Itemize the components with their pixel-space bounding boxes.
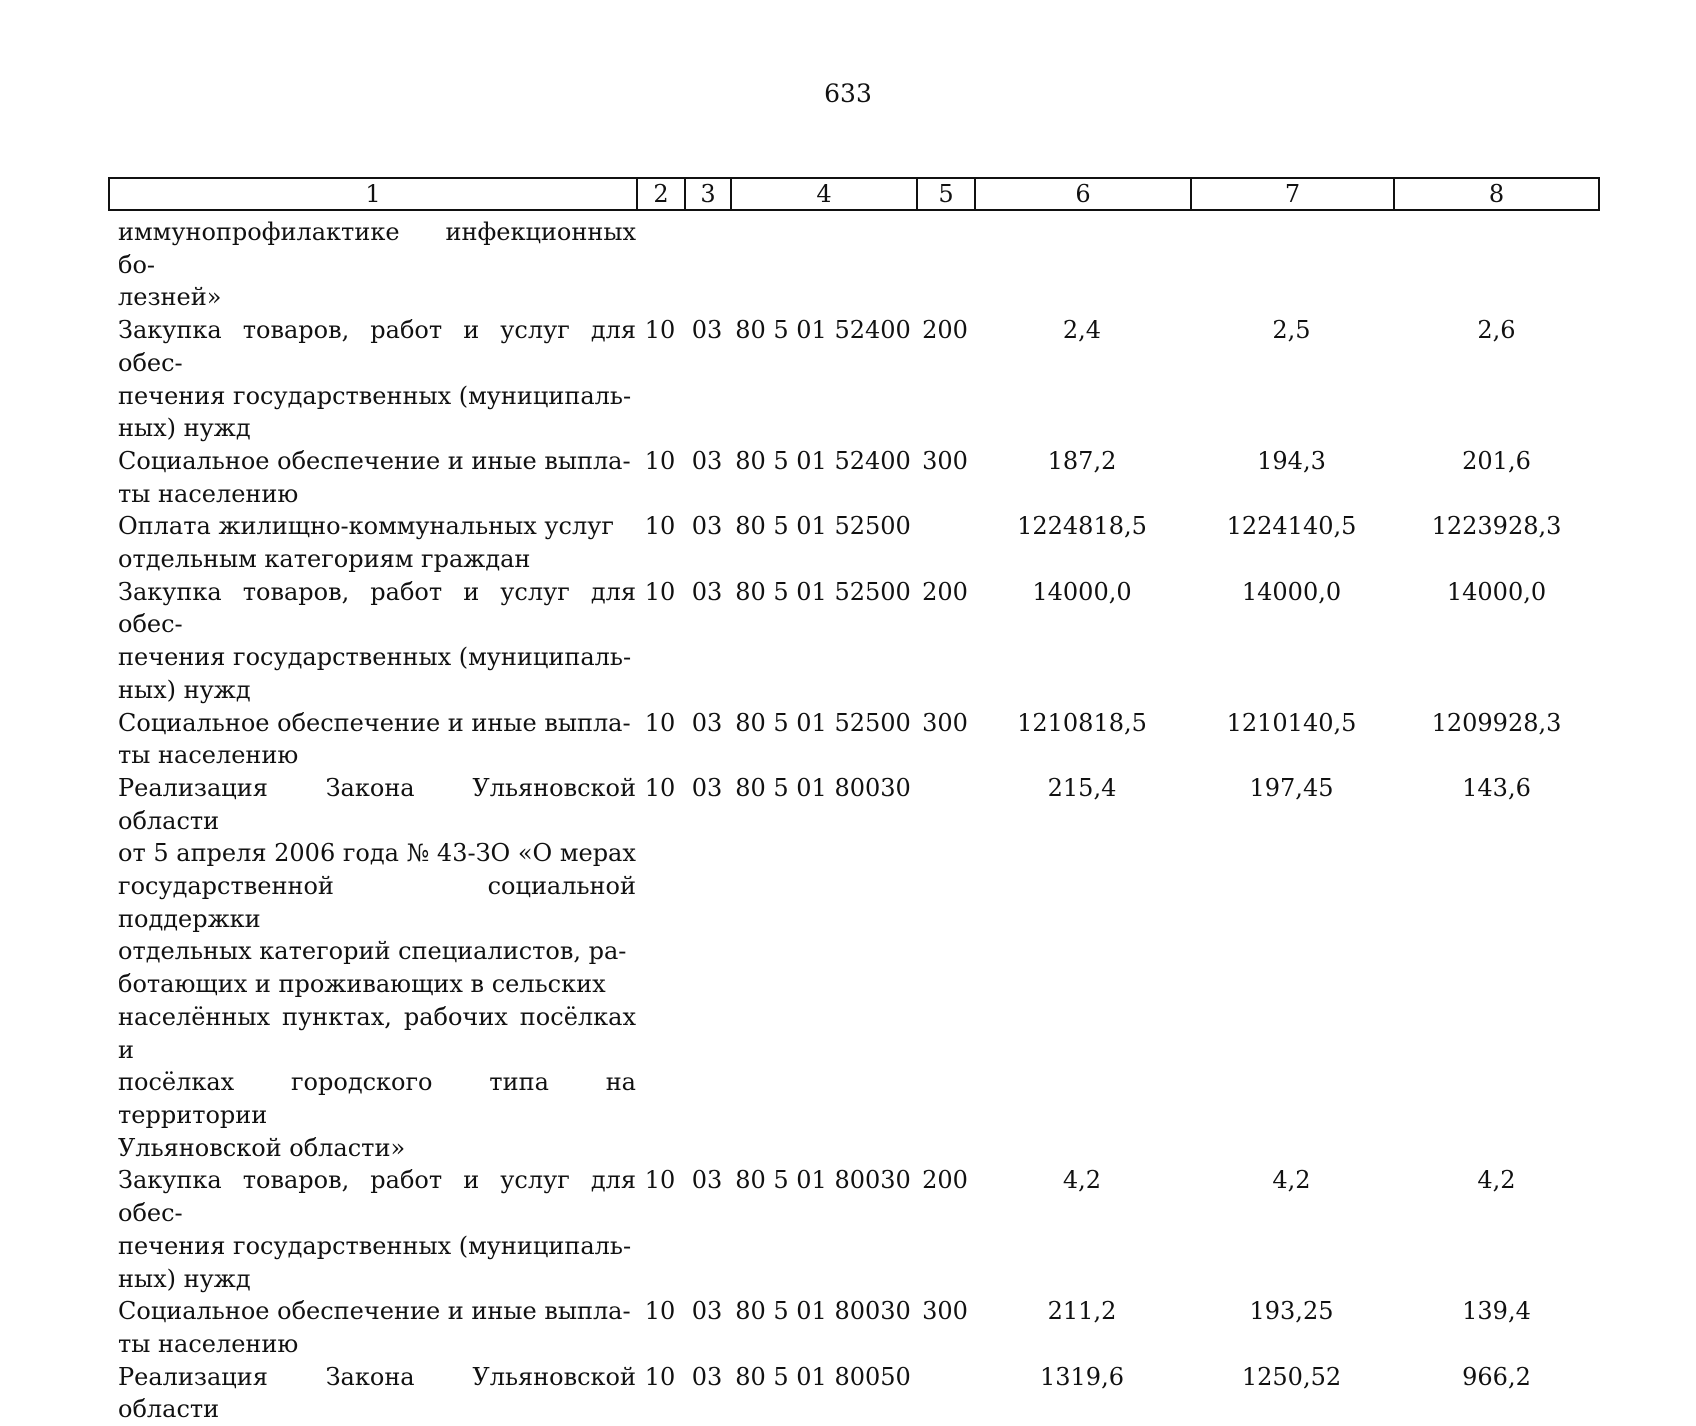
- table-row: [108, 707, 1600, 772]
- amount-col-8: 4,2: [1477, 1166, 1516, 1195]
- description-line: Закупка товаров, работ и услуг для обес-: [118, 316, 636, 377]
- subsection-code: 03: [691, 577, 723, 606]
- page-number: 633: [824, 79, 872, 108]
- description-line: посёлках городского типа на территории: [118, 1068, 636, 1129]
- row-description: [108, 1295, 636, 1360]
- table-row: [108, 772, 1600, 1164]
- amount-col-8: 143,6: [1462, 773, 1531, 802]
- header-col-3: 3: [686, 179, 732, 209]
- expense-type-code: [916, 510, 974, 575]
- section-code: 10: [644, 512, 676, 541]
- amount-col-8: 1209928,3: [1431, 708, 1562, 737]
- section-code: [636, 216, 684, 314]
- description-line: Ульяновской области»: [118, 1133, 406, 1162]
- expense-type-code: 200: [922, 577, 968, 606]
- amount-col-7: 2,5: [1272, 316, 1311, 345]
- description-line: населённых пунктах, рабочих посёлках и: [118, 1002, 636, 1064]
- amount-col-7: 1210140,5: [1226, 708, 1357, 737]
- description-line: лезней»: [118, 283, 222, 312]
- expense-type-code: [916, 216, 974, 314]
- subsection-code: [684, 216, 730, 314]
- header-col-2: 2: [638, 179, 686, 209]
- section-code: 10: [644, 1166, 676, 1195]
- subsection-code: 03: [691, 1362, 723, 1391]
- header-col-1: 1: [110, 179, 638, 209]
- table-row: [108, 445, 1600, 510]
- amount-col-8: 14000,0: [1446, 577, 1547, 606]
- target-article-code: 80 5 01 52400: [735, 316, 911, 345]
- description-line: ных) нужд: [118, 1264, 251, 1293]
- description-line: от 5 апреля 2006 года № 43-ЗО «О мерах: [118, 839, 636, 868]
- expense-type-code: 300: [922, 446, 968, 475]
- amount-col-7: [1190, 216, 1393, 314]
- description-line: ных) нужд: [118, 414, 251, 443]
- description-line: Закупка товаров, работ и услуг для обес-: [118, 1166, 636, 1228]
- row-description: [108, 576, 636, 707]
- target-article-code: 80 5 01 80030: [735, 1166, 911, 1195]
- table-body: [108, 216, 1600, 1426]
- description-line: Социальное обеспечение и иные выпла-: [118, 446, 631, 475]
- header-col-4: 4: [732, 179, 918, 209]
- amount-col-6: 14000,0: [1032, 577, 1132, 606]
- table-row: [108, 1164, 1600, 1295]
- row-description: [108, 216, 636, 314]
- amount-col-6: 1224818,5: [1017, 512, 1147, 541]
- table-header: [108, 177, 1600, 211]
- description-line: ты населению: [118, 1329, 299, 1358]
- target-article-code: 80 5 01 52500: [735, 708, 911, 737]
- target-article-code: 80 5 01 52500: [735, 577, 911, 606]
- description-line: ты населению: [118, 741, 299, 770]
- subsection-code: 03: [691, 1297, 723, 1326]
- header-col-7: 7: [1192, 179, 1395, 209]
- table-row: [108, 1361, 1600, 1426]
- target-article-code: [730, 216, 916, 314]
- table-row: [108, 510, 1600, 575]
- amount-col-8: 139,4: [1462, 1297, 1531, 1326]
- expense-type-code: 300: [922, 1297, 968, 1326]
- description-line: Социальное обеспечение и иные выпла-: [118, 708, 631, 737]
- description-line: отдельных категорий специалистов, ра-: [118, 937, 627, 966]
- subsection-code: 03: [691, 316, 723, 345]
- amount-col-6: 2,4: [1062, 316, 1102, 345]
- section-code: 10: [644, 1297, 676, 1326]
- table-row: [108, 576, 1600, 707]
- expense-type-code: [916, 1361, 974, 1426]
- target-article-code: 80 5 01 80050: [735, 1362, 911, 1391]
- target-article-code: 80 5 01 80030: [735, 773, 911, 802]
- amount-col-8: [1393, 216, 1600, 314]
- expense-type-code: 200: [922, 316, 968, 345]
- table-row: [108, 216, 1600, 314]
- description-line: Социальное обеспечение и иные выпла-: [118, 1297, 631, 1326]
- amount-col-8: 201,6: [1462, 446, 1531, 475]
- description-line: отдельным категориям граждан: [118, 545, 531, 574]
- target-article-code: 80 5 01 52500: [735, 512, 911, 541]
- amount-col-6: 187,2: [1047, 446, 1117, 475]
- subsection-code: 03: [691, 708, 723, 737]
- amount-col-6: 215,4: [1047, 773, 1117, 802]
- row-description: [108, 707, 636, 772]
- expense-type-code: [916, 772, 974, 1164]
- description-line: ных) нужд: [118, 675, 251, 704]
- section-code: 10: [644, 446, 676, 475]
- description-line: печения государственных (муниципаль-: [118, 643, 632, 672]
- amount-col-7: 1250,52: [1241, 1362, 1342, 1391]
- description-line: ты населению: [118, 479, 299, 508]
- row-description: [108, 1164, 636, 1295]
- amount-col-7: 197,45: [1249, 773, 1334, 802]
- subsection-code: 03: [691, 446, 723, 475]
- section-code: 10: [644, 577, 676, 606]
- row-description: [108, 772, 636, 1164]
- amount-col-6: 4,2: [1062, 1166, 1102, 1195]
- amount-col-6: 1210818,5: [1017, 708, 1147, 737]
- amount-col-8: 2,6: [1477, 316, 1516, 345]
- header-col-6: 6: [976, 179, 1192, 209]
- expense-type-code: 200: [922, 1166, 968, 1195]
- section-code: 10: [644, 1362, 676, 1391]
- amount-col-7: 194,3: [1257, 446, 1326, 475]
- section-code: 10: [644, 316, 676, 345]
- description-line: Реализация Закона Ульяновской области: [118, 1362, 636, 1424]
- amount-col-7: 4,2: [1272, 1166, 1311, 1195]
- header-col-8: 8: [1488, 180, 1505, 208]
- subsection-code: 03: [691, 512, 723, 541]
- amount-col-8: 1223928,3: [1431, 512, 1562, 541]
- amount-col-6: [974, 216, 1190, 314]
- description-line: иммунопрофилактике инфекционных бо-: [118, 218, 636, 279]
- subsection-code: 03: [691, 773, 723, 802]
- amount-col-7: 1224140,5: [1226, 512, 1357, 541]
- expense-type-code: 300: [922, 708, 968, 737]
- description-line: ботающих и проживающих в сельских: [118, 970, 606, 999]
- description-line: государственной социальной поддержки: [118, 872, 636, 933]
- section-code: 10: [644, 773, 676, 802]
- table-row: [108, 1295, 1600, 1360]
- row-description: [108, 1361, 636, 1426]
- amount-col-7: 14000,0: [1241, 577, 1342, 606]
- amount-col-8: 966,2: [1462, 1362, 1531, 1391]
- header-col-5: 5: [918, 179, 976, 209]
- subsection-code: 03: [691, 1166, 723, 1195]
- description-line: Реализация Закона Ульяновской области: [118, 773, 636, 835]
- amount-col-6: 1319,6: [1040, 1362, 1124, 1391]
- description-line: Закупка товаров, работ и услуг для обес-: [118, 577, 636, 639]
- target-article-code: 80 5 01 52400: [735, 446, 911, 475]
- description-line: печения государственных (муниципаль-: [118, 381, 632, 410]
- amount-col-7: 193,25: [1249, 1297, 1334, 1326]
- amount-col-6: 211,2: [1047, 1297, 1117, 1326]
- description-line: печения государственных (муниципаль-: [118, 1231, 632, 1260]
- description-line: Оплата жилищно-коммунальных услуг: [118, 512, 614, 541]
- row-description: [108, 510, 636, 575]
- table-row: [108, 314, 1600, 445]
- section-code: 10: [644, 708, 676, 737]
- row-description: [108, 314, 636, 445]
- row-description: [108, 445, 636, 510]
- target-article-code: 80 5 01 80030: [735, 1297, 911, 1326]
